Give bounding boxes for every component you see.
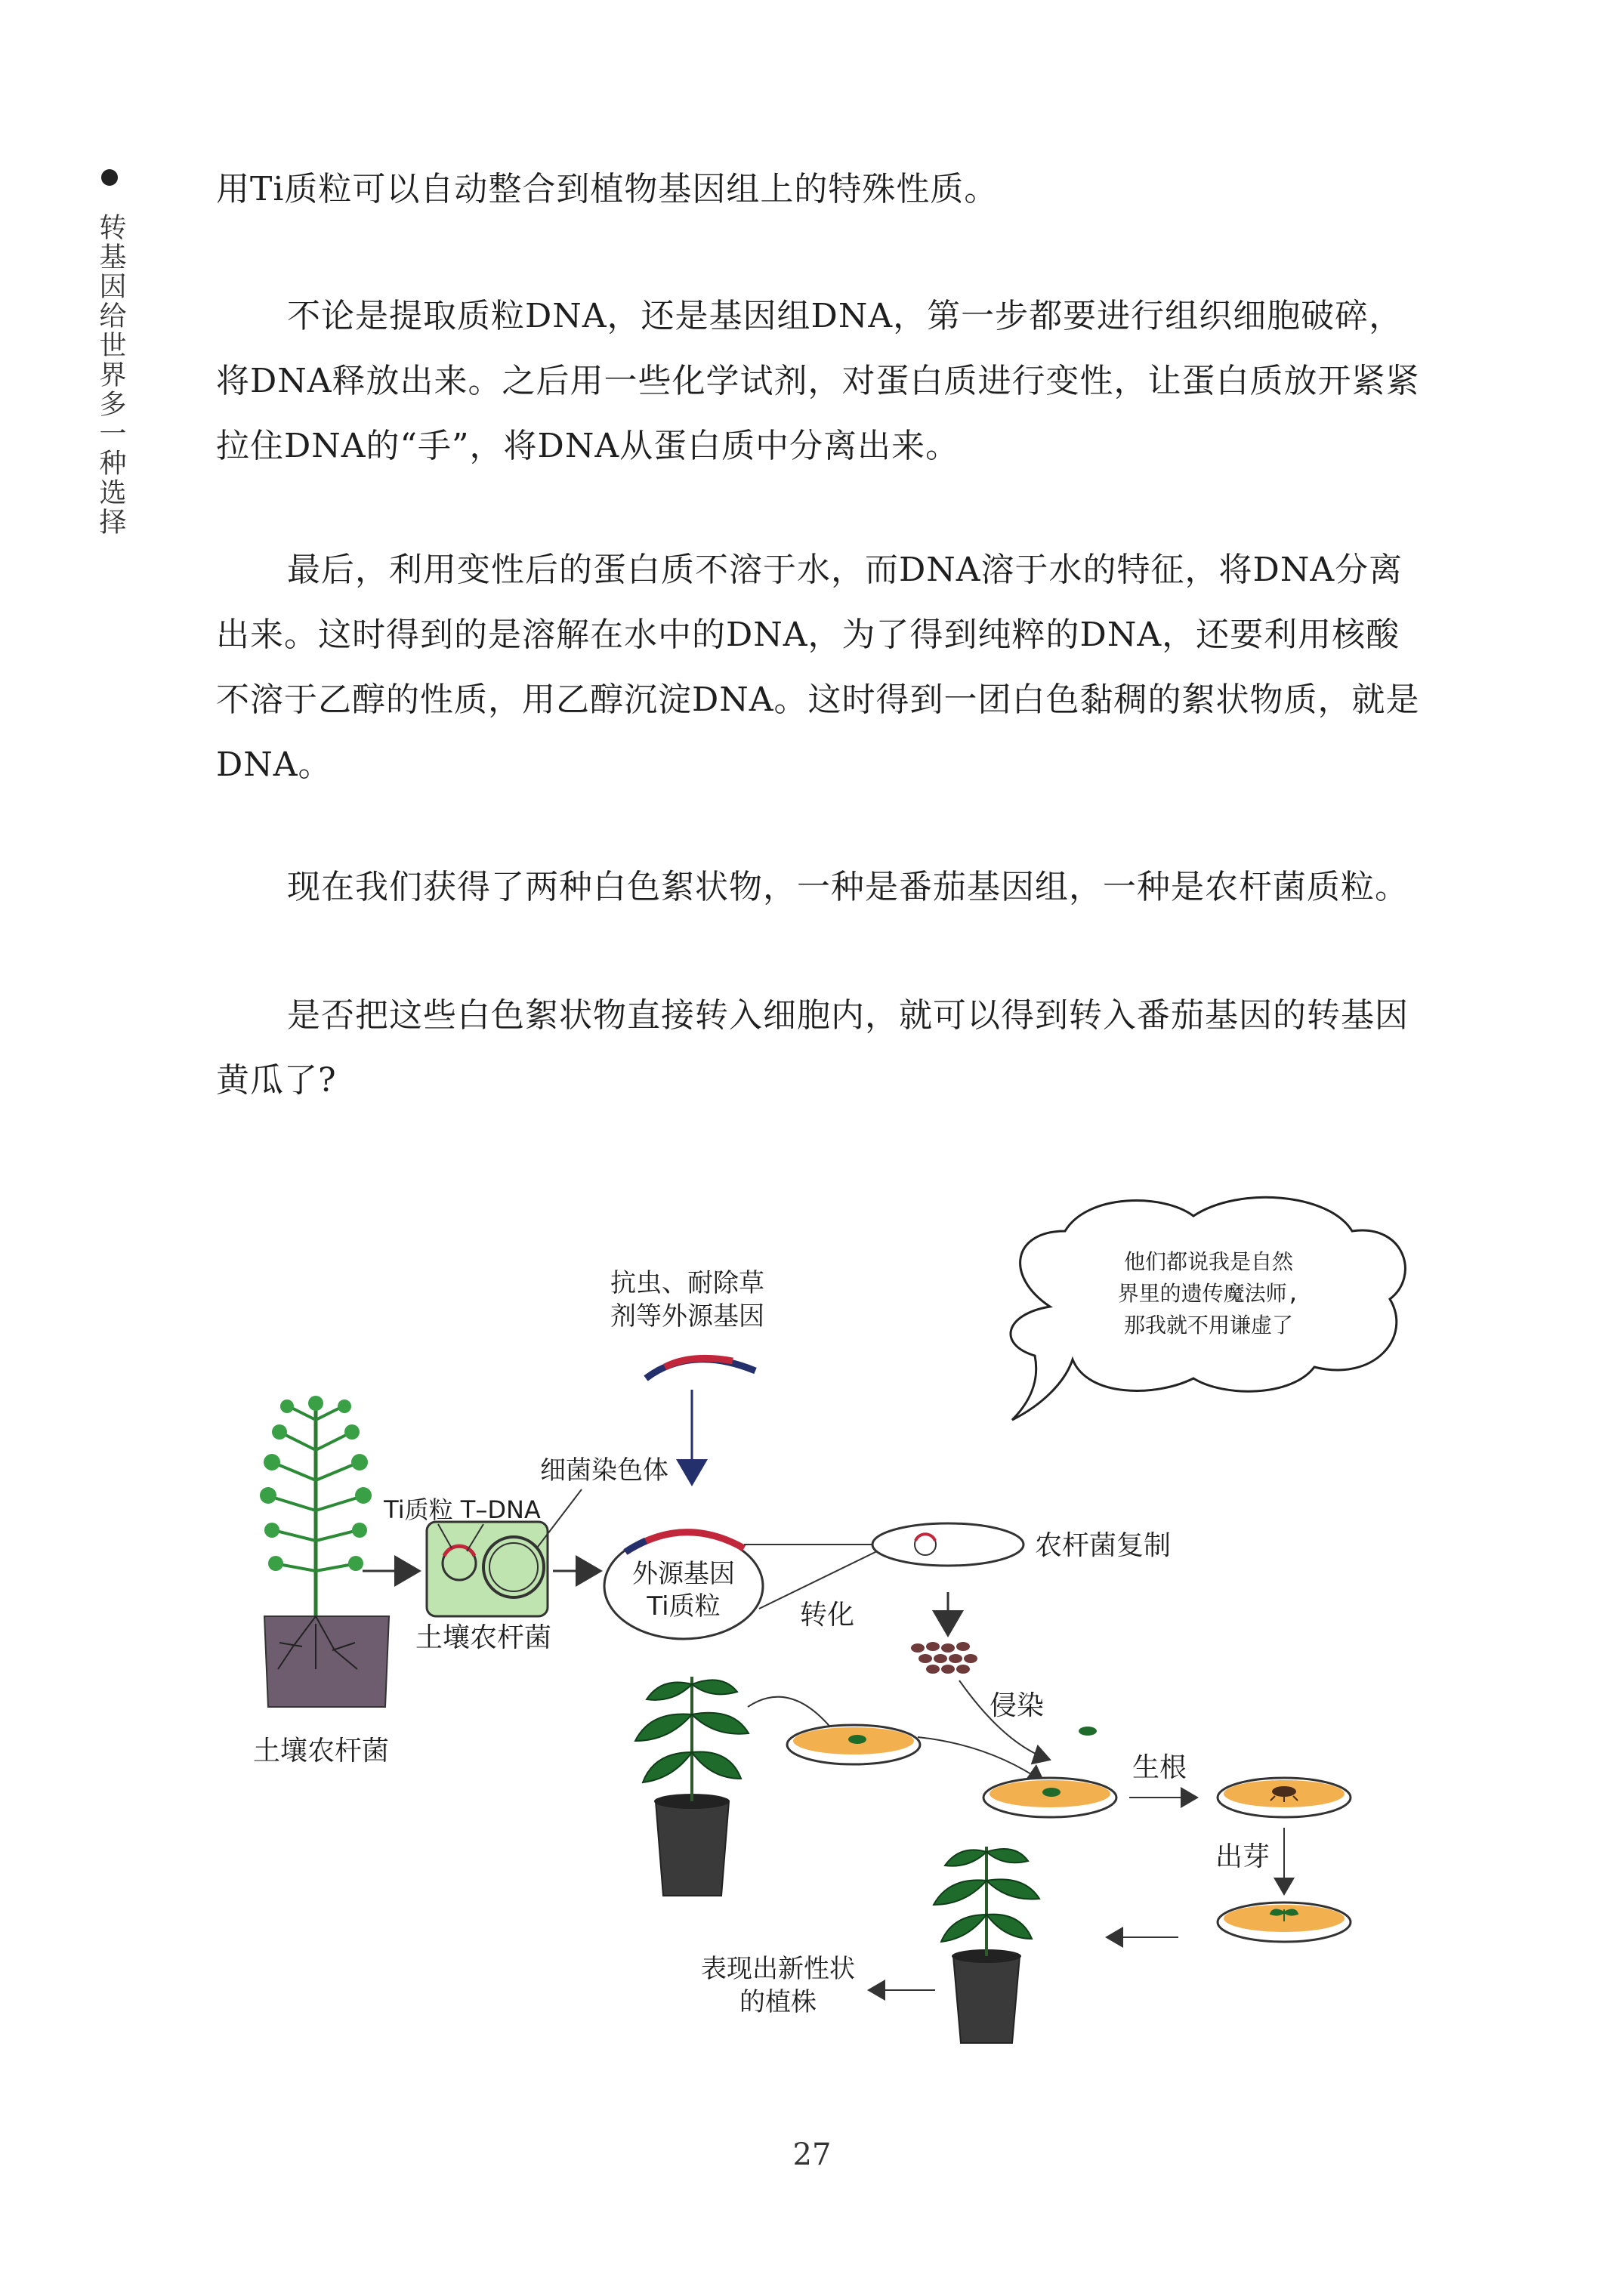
transgenic-plant-icon bbox=[934, 1847, 1039, 2043]
transgenic-process-figure bbox=[0, 1163, 1624, 2054]
paragraph-4: 现在我们获得了两种白色絮状物，一种是番茄基因组，一种是农杆菌质粒。 bbox=[287, 868, 1409, 906]
rooting-label: 生根 bbox=[1132, 1752, 1187, 1783]
paragraph-3: 最后，利用变性后的蛋白质不溶于水，而DNA溶于水的特征，将DNA分离出来。这时得到的是溶解在水中的DNA，为了得到纯粹的DNA，还要利用核酸不溶于乙醇的性质，用乙醇沉淀DNA。这时得到一团白色黏稠的絮状物质，就是DNA。 bbox=[216, 551, 1420, 784]
paragraph-2: 不论是提取质粒DNA，还是基因组DNA，第一步都要进行组织细胞破碎，将DNA释放出来。之后用一些化学试剂，对蛋白质进行变性，让蛋白质放开紧紧拉住DNA的“手”，将DNA从蛋白质中分离出来。 bbox=[216, 297, 1420, 465]
foreign-gene-label-2: 剂等外源基因 bbox=[610, 1301, 764, 1332]
page-number: 27 bbox=[792, 2137, 832, 2172]
transformation-label: 转化 bbox=[799, 1600, 855, 1631]
petri-dish-2 bbox=[983, 1778, 1116, 1817]
tall-plant-icon bbox=[260, 1396, 372, 1616]
plasmid-ti-label: Ti质粒 bbox=[647, 1591, 721, 1622]
sidebar-bullet bbox=[101, 169, 118, 186]
bacteria-cluster bbox=[911, 1642, 977, 1674]
speech-line-3: 那我就不用谦虚了 bbox=[1123, 1313, 1294, 1338]
agrobacterium-replication-label: 农杆菌复制 bbox=[1035, 1530, 1172, 1561]
foreign-gene-arc bbox=[646, 1359, 755, 1378]
sprouting-label: 出芽 bbox=[1215, 1841, 1270, 1872]
petri-dish-4 bbox=[1218, 1903, 1351, 1942]
plasmid-foreign-gene-label: 外源基因 bbox=[632, 1559, 735, 1589]
paragraph-5: 是否把这些白色絮状物直接转入细胞内，就可以得到转入番茄基因的转基因黄瓜了? bbox=[216, 996, 1409, 1100]
ti-plasmid-tdna-label: Ti质粒 T–DNA bbox=[384, 1495, 541, 1524]
infection-label: 侵染 bbox=[990, 1690, 1045, 1721]
agrobacterium-box-label: 土壤农杆菌 bbox=[415, 1622, 552, 1653]
foreign-gene-label-1: 抗虫、耐除草 bbox=[610, 1268, 764, 1298]
speech-line-1: 他们都说我是自然 bbox=[1123, 1249, 1294, 1274]
bacterial-chromosome-label: 细菌染色体 bbox=[540, 1455, 668, 1486]
speech-bubble bbox=[1011, 1197, 1405, 1420]
soil-block bbox=[264, 1616, 389, 1707]
petri-dish-3 bbox=[1218, 1778, 1351, 1817]
speech-line-2: 界里的遗传魔法师, bbox=[1117, 1281, 1300, 1306]
petri-dish-1 bbox=[787, 1725, 920, 1764]
soil-agrobacterium-label: 土壤农杆菌 bbox=[252, 1736, 390, 1767]
potted-plant-icon bbox=[635, 1677, 749, 1896]
result-plant-label-2: 的植株 bbox=[739, 1987, 817, 2017]
agrobacterium-replication-cell bbox=[872, 1523, 1023, 1566]
series-title: 转基因给世界多一种选择 bbox=[95, 213, 126, 537]
paragraph-1: 用Ti质粒可以自动整合到植物基因组上的特殊性质。 bbox=[216, 170, 999, 208]
result-plant-label-1: 表现出新性状 bbox=[701, 1954, 855, 1984]
